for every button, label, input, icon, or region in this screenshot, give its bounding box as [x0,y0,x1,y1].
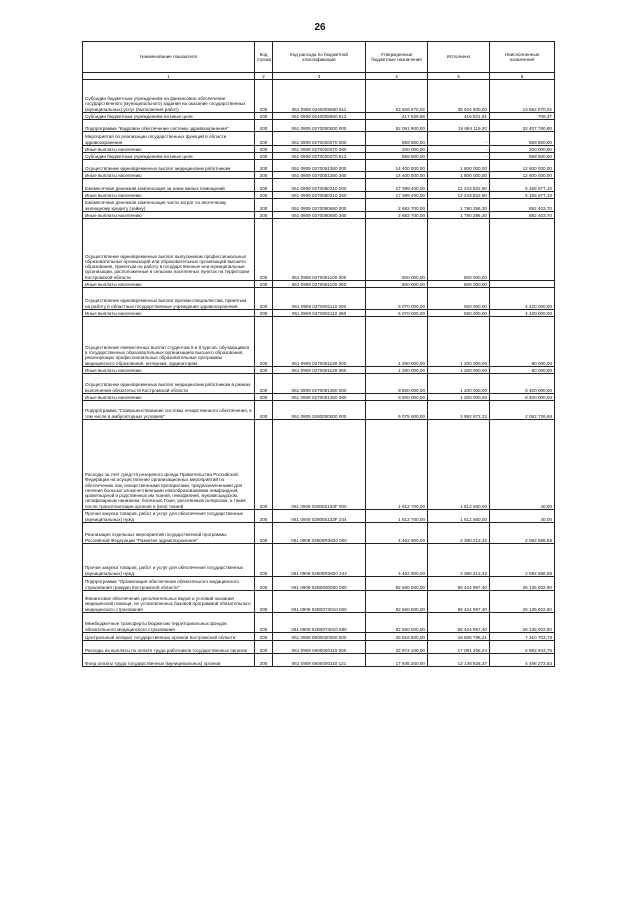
row-budget-code: 061 0909 02B0073010 580 [273,613,366,633]
table-row [83,401,555,420]
row-executed: 650 000,00 [428,310,490,317]
row-approved: 17 399 400,00 [366,192,428,199]
row-line-code: 200 [255,613,273,633]
row-executed: 1 800 000,00 [428,172,490,179]
row-unexecuted [490,219,555,281]
row-budget-code: 061 0909 0270081110 360 [273,310,366,317]
row-name: Финансовое обеспечение дополнительных видов и условий оказания медицинской помощи, не установленных базовой программой обязательного медицинского страхования [83,591,255,613]
row-unexecuted: 12 600 000,00 [490,172,555,179]
row-unexecuted: 4 420 000,00 [490,288,555,310]
header-line-code: Код строки [255,42,273,73]
row-unexecuted: 5 155 577,10 [490,192,555,199]
row-line-code: 200 [255,641,273,654]
row-executed: 39 924 600,00 [428,80,490,113]
row-name: Иные выплаты населению [83,394,255,401]
row-budget-code: 061 0909 0240005960 612 [273,113,366,120]
row-unexecuted: 8 400 000,00 [490,394,555,401]
row-line-code: 200 [255,523,273,544]
table-row [83,317,555,367]
row-line-code: 200 [255,510,273,523]
table-row [83,160,555,172]
table-row [83,153,555,160]
table-row [83,544,555,577]
row-unexecuted: 5 882 843,76 [490,641,555,654]
table-row [83,80,555,113]
row-budget-code: 061 0909 0270081360 000 [273,374,366,394]
row-unexecuted: 26 135 002,60 [490,591,555,613]
header-executed: Исполнено [428,42,490,73]
row-approved: 2 682 700,00 [366,212,428,219]
row-budget-code: 061 0909 0270080680 360 [273,212,366,219]
row-line-code: 200 [255,219,273,281]
row-executed: 19 684 119,20 [428,120,490,132]
row-executed: - [428,153,490,160]
row-executed: 2 380 213,32 [428,523,490,544]
table-row [83,523,555,544]
row-executed: 416 821,61 [428,113,490,120]
row-budget-code: 061 0909 0270081120 000 [273,317,366,367]
row-name: Подпрограмма "Совершенствование системы лекарственного обеспечения, в том числе в амбулаторных условиях" [83,401,255,420]
row-line-code: 200 [255,633,273,641]
row-approved: 82 560 000,00 [366,613,428,633]
row-line-code: 200 [255,160,273,172]
row-budget-code: 061 0909 0270020070 360 [273,146,366,153]
row-executed: 800 000,00 [428,281,490,288]
row-unexecuted: 80 000,00 [490,317,555,367]
row-approved: 200 000,00 [366,146,428,153]
row-name: Иные выплаты населению [83,310,255,317]
row-executed: 2 380 213,32 [428,544,490,577]
row-approved: 800 000,00 [366,281,428,288]
table-row [83,146,555,153]
row-approved: 659 800,00 [366,153,428,160]
table-row [83,120,555,132]
row-executed: 1 200 000,00 [428,374,490,394]
row-line-code: 200 [255,132,273,146]
row-name: Иные выплаты населению [83,172,255,179]
table-header-row [83,42,555,73]
row-budget-code: 061 0909 0280000000 000 [273,401,366,420]
row-line-code: 200 [255,199,273,212]
row-approved: 17 399 400,00 [366,179,428,192]
row-unexecuted: 2 082 686,68 [490,544,555,577]
table-row [83,212,555,219]
row-name: Осуществление единовременных выплат медицинским работникам [83,160,255,172]
column-number: 1 [83,73,255,80]
column-number-row [83,73,555,80]
row-approved: 26 916 500,00 [366,633,428,641]
row-unexecuted: 659 800,00 [490,153,555,160]
row-line-code: 200 [255,544,273,577]
row-approved: 4 462 900,00 [366,523,428,544]
row-line-code: 200 [255,401,273,420]
row-name: Субсидии бюджетным учреждениям на финансовое обеспечение государственного (муниципального) задания на оказание государственных (муниципальных) услуг (выполнение работ) [83,80,255,113]
row-executed: 800 000,00 [428,219,490,281]
row-budget-code: 061 0909 0270080680 000 [273,199,366,212]
row-unexecuted: 892 403,70 [490,199,555,212]
table-row [83,199,555,212]
row-unexecuted: 4 496 273,63 [490,654,555,667]
row-name: Прочая закупка товаров, работ и услуг для обеспечения государственных (муниципальных) нужд [83,510,255,523]
row-budget-code: 061 0909 0270080310 000 [273,179,366,192]
row-line-code: 200 [255,654,273,667]
row-approved: 82 560 000,00 [366,591,428,613]
row-approved: 22 974 100,00 [366,641,428,654]
row-budget-code: 061 0909 0270081100 000 [273,219,366,281]
row-name: Реализация отдельных мероприятий государственной программы Российской Федерации "Развитие здравоохранения" [83,523,255,544]
row-line-code: 200 [255,146,273,153]
column-number: 2 [255,73,273,80]
row-budget-code: 061 0909 0270051360 360 [273,172,366,179]
table-row [83,420,555,510]
row-name: Иные выплаты населению [83,281,255,288]
row-budget-code: 061 0909 02B0073010 000 [273,591,366,613]
row-name: Осуществление единовременных выплат выпускникам профессиональных образовательных организаций или образовательных организаций высшего образования, принятым на работу в государственные или муниципальные организации, расположенные в сельских населенных пунктах на территории Костромской области [83,219,255,281]
row-executed: 1 790 296,30 [428,212,490,219]
table-row [83,281,555,288]
row-unexecuted [490,281,555,288]
table-row [83,394,555,401]
row-unexecuted: 26 135 002,60 [490,613,555,633]
column-number: 5 [428,73,490,80]
table-row [83,591,555,613]
column-number: 4 [366,73,428,80]
row-executed: 12 243 822,90 [428,179,490,192]
row-line-code: 200 [255,179,273,192]
row-line-code: 200 [255,317,273,367]
row-approved: 52 091 900,00 [366,120,428,132]
row-name: Мероприятия по реализации государственных функций в области здравоохранения [83,132,255,146]
row-name: Иные выплаты населению [83,192,255,199]
row-approved: 14 400 000,00 [366,160,428,172]
row-line-code: 200 [255,172,273,179]
row-budget-code: 061 0909 0270081120 360 [273,367,366,374]
row-approved: 53 506 670,02 [366,80,428,113]
row-name: Расходы за счет средств резервного фонда Правительства Российской Федерации на осуществление организационных мероприятий по обеспечению лиц лекарственными препаратами, предназначенными для лечения больных злокачественными новообразованиями лимфоидной, кроветворной и родственных им тканей, гемофилией, муковисцидозом, гипофизарным нанизмом, болезнью Гоше, рассеянным склерозом, а также после трансплантации органов и (или) тканей [83,420,255,510]
column-number: 6 [490,73,555,80]
row-line-code: 200 [255,591,273,613]
row-executed: 1 200 000,00 [428,367,490,374]
table-row [83,510,555,523]
row-line-code: 200 [255,281,273,288]
row-budget-code: 061 0909 028055133F 244 [273,510,366,523]
row-unexecuted: 7 310 703,79 [490,633,555,641]
row-unexecuted: 12 600 000,00 [490,160,555,172]
row-unexecuted: 5 155 577,10 [490,179,555,192]
row-budget-code: 061 0909 02B0000000 000 [273,577,366,591]
page-number: 26 [314,22,326,33]
row-approved: 5 070 000,00 [366,310,428,317]
row-line-code: 200 [255,212,273,219]
row-approved: 14 400 000,00 [366,172,428,179]
table-row [83,633,555,641]
column-number: 3 [273,73,366,80]
row-approved: 1 612 700,00 [366,510,428,523]
row-unexecuted: 4 420 000,00 [490,310,555,317]
table-row [83,219,555,281]
row-budget-code: 061 0909 0270051360 000 [273,160,366,172]
header-unexecuted: Неисполненные назначения [490,42,555,73]
row-approved: 859 800,00 [366,132,428,146]
table-row [83,374,555,394]
row-approved: 800 000,00 [366,219,428,281]
budget-execution-table [82,41,555,667]
row-unexecuted: 32 407 780,80 [490,120,555,132]
row-budget-code: 061 0909 028055133F 000 [273,420,366,510]
row-budget-code: 061 0909 0270020070 612 [273,153,366,160]
row-unexecuted: 892 403,70 [490,212,555,219]
row-name: Центральный аппарат государственных органов Костромской области [83,633,255,641]
row-line-code: 200 [255,367,273,374]
row-name: Расходы на выплаты по оплате труда работников государственных органов [83,641,255,654]
row-approved: 1 280 000,00 [366,367,428,374]
row-budget-code: 061 0909 0270020070 000 [273,132,366,146]
row-unexecuted: 2 082 726,68 [490,401,555,420]
row-approved: 9 600 000,00 [366,394,428,401]
row-name: Субсидии бюджетным учреждениям на иные цели [83,153,255,160]
row-line-code: 200 [255,310,273,317]
row-executed: 1 800 000,00 [428,160,490,172]
header-budget-code: Код расхода по бюджетной классификации [273,42,366,73]
row-budget-code: 061 0909 6600000110 000 [273,641,366,654]
row-line-code: 200 [255,374,273,394]
table-row [83,179,555,192]
row-name: Межбюджетные трансферты бюджетам территориальных фондов обязательного медицинского страхования [83,613,255,633]
table-row [83,577,555,591]
row-unexecuted: 200 000,00 [490,146,555,153]
row-executed: 1 612 660,00 [428,420,490,510]
row-unexecuted: 13 582 070,02 [490,80,555,113]
table-row [83,654,555,667]
row-budget-code: 061 0909 02800R3820 000 [273,523,366,544]
row-name: Иные выплаты населению [83,212,255,219]
row-line-code: 200 [255,394,273,401]
row-name: Иные выплаты населению [83,367,255,374]
row-executed: 56 424 997,40 [428,613,490,633]
table-row [83,641,555,654]
row-approved: 17 645 200,00 [366,654,428,667]
row-name: Фонд оплаты труда государственных (муниципальных) органов [83,654,255,667]
row-budget-code: 061 0909 6600000110 121 [273,654,366,667]
row-executed: 56 424 997,40 [428,577,490,591]
table-row [83,310,555,317]
row-executed: 17 091 256,24 [428,641,490,654]
row-approved: 1 612 700,00 [366,420,428,510]
row-line-code: 200 [255,420,273,510]
row-line-code: 200 [255,288,273,310]
row-executed: 19 605 796,21 [428,633,490,641]
table-row [83,172,555,179]
row-executed: 1 200 000,00 [428,394,490,401]
table-body [83,80,555,667]
row-executed: 1 612 660,00 [428,510,490,523]
row-line-code: 200 [255,80,273,113]
row-name: Осуществление единовременных выплат медицинским работникам в рамках выполнения обязательств Костромской области [83,374,255,394]
row-unexecuted: 80 000,00 [490,367,555,374]
row-name: Осуществление ежемесячных выплат студентам 5 и 6 курсов, обучающимся в государственных образовательных организациях высшего образования, реализующих профессиональные образовательные программы медицинского образования, интернам, ординаторам [83,317,255,367]
row-executed: - [428,132,490,146]
row-approved: 4 462 900,00 [366,544,428,577]
row-name: Иные выплаты населению [83,146,255,153]
row-budget-code: 061 0909 6600000000 000 [273,633,366,641]
row-approved: 417 529,98 [366,113,428,120]
row-executed: 56 424 997,40 [428,591,490,613]
row-name: Осуществление единовременных выплат врачам-специалистам, принятым на работу в областные государственные учреждения здравоохранения [83,288,255,310]
row-unexecuted: 708,37 [490,113,555,120]
row-unexecuted: 26 135 002,60 [490,577,555,591]
row-unexecuted: 40,00 [490,420,555,510]
row-unexecuted: 2 082 686,68 [490,523,555,544]
row-executed: 1 200 000,00 [428,317,490,367]
row-budget-code: 061 0909 0240005960 611 [273,80,366,113]
row-line-code: 200 [255,113,273,120]
row-budget-code: 061 0909 02800R3820 244 [273,544,366,577]
row-name: Прочая закупка товаров, работ и услуг для обеспечения государственных (муниципальных) нужд [83,544,255,577]
row-name: Ежемесячная денежная компенсация части затрат по ипотечному жилищному кредиту (займу) [83,199,255,212]
row-name: Субсидии бюджетным учреждениям на иные цели [83,113,255,120]
row-executed: 13 148 926,37 [428,654,490,667]
row-line-code: 200 [255,120,273,132]
row-name: Подпрограмма "Организация обеспечения обязательного медицинского страхования граждан Костромской области" [83,577,255,591]
row-unexecuted: 40,00 [490,510,555,523]
row-approved: 2 682 700,00 [366,199,428,212]
row-executed: 650 000,00 [428,288,490,310]
row-executed: 12 243 822,90 [428,192,490,199]
row-budget-code: 061 0909 0270000000 000 [273,120,366,132]
row-name: Подпрограмма "Кадровое обеспечение системы здравоохранения" [83,120,255,132]
row-line-code: 200 [255,153,273,160]
table-row [83,613,555,633]
row-line-code: 200 [255,192,273,199]
row-name: Ежемесячная денежная компенсация за наем жилых помещений [83,179,255,192]
row-executed: 3 992 873,32 [428,401,490,420]
row-executed: - [428,146,490,153]
row-executed: 1 790 296,30 [428,199,490,212]
table-row [83,192,555,199]
row-approved: 9 600 000,00 [366,374,428,394]
row-budget-code: 061 0909 0270080310 360 [273,192,366,199]
row-budget-code: 061 0909 0270081360 360 [273,394,366,401]
table-row [83,132,555,146]
row-unexecuted: 8 400 000,00 [490,374,555,394]
table-row [83,288,555,310]
table-row [83,367,555,374]
table-row [83,113,555,120]
row-approved: 82 560 000,00 [366,577,428,591]
row-budget-code: 061 0909 0270081100 360 [273,281,366,288]
header-indicator-name: Наименование показателя [83,42,255,73]
row-approved: 1 280 000,00 [366,317,428,367]
row-approved: 5 070 000,00 [366,288,428,310]
row-unexecuted: 859 800,00 [490,132,555,146]
row-line-code: 200 [255,577,273,591]
row-budget-code: 061 0909 0270081110 000 [273,288,366,310]
row-approved: 6 075 600,00 [366,401,428,420]
header-approved: Утвержденные бюджетные назначения [366,42,428,73]
